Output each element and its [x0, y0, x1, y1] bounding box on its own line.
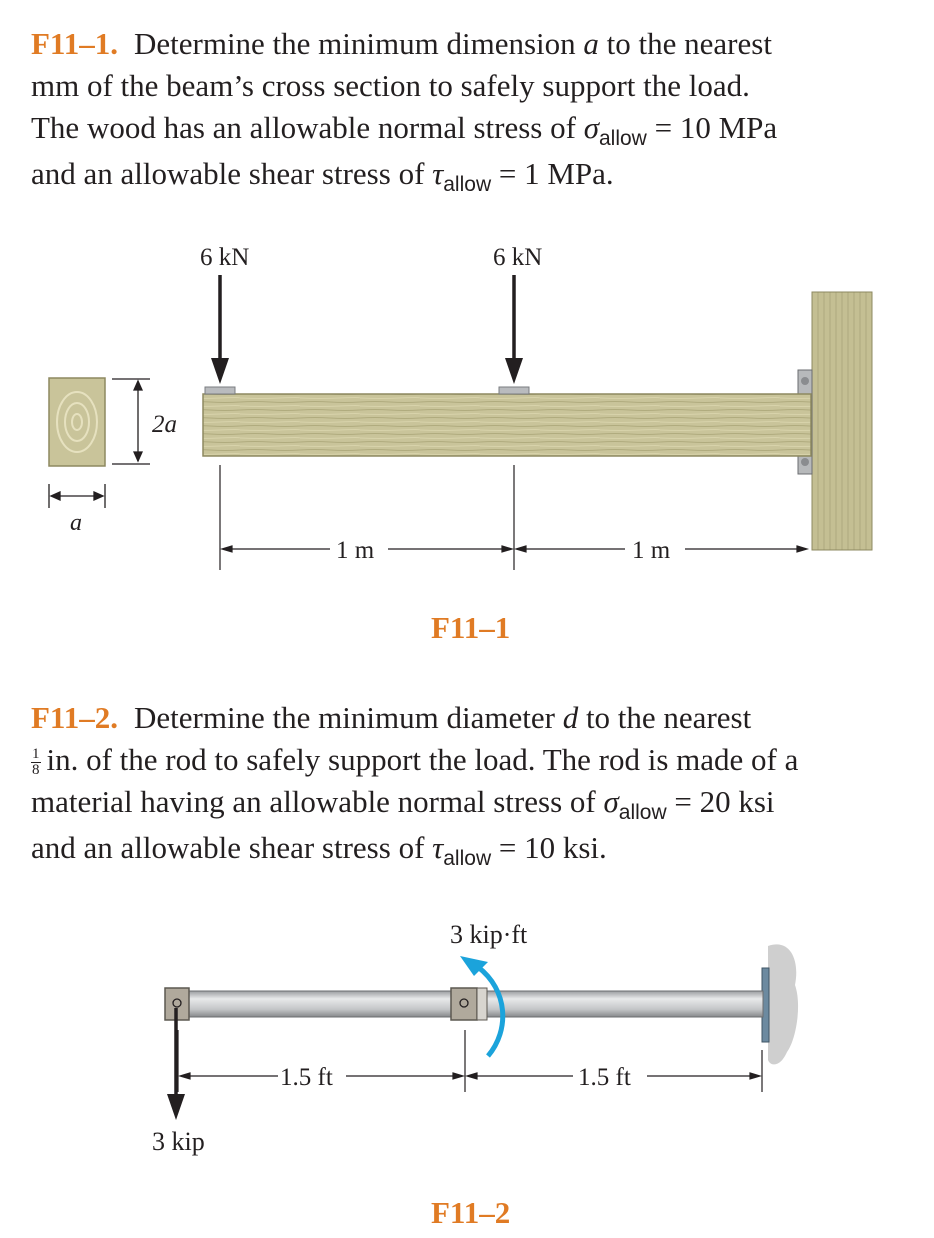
problem-number: F11–2.	[31, 700, 118, 735]
force-label: 3 kip	[152, 1127, 205, 1156]
problem-f11-2-text: F11–2. Determine the minimum diameter d to the nearest $\frac{1}{8}$ in. of the rod to safely support the load. The rod is made of a material having an allowable normal stress of $\sigma_{allow} = 20$ ksi and an allowable shear stress of $\tau_{allow} = 10$ ksi.	[31, 700, 799, 870]
problem-number: F11–1.	[31, 26, 118, 61]
rod-dimension-lines	[178, 1030, 762, 1092]
span-label-2: 1 m	[632, 537, 671, 564]
width-label: a	[70, 510, 82, 536]
span-label-1: 1.5 ft	[280, 1064, 333, 1091]
figure-caption-f11-2: F11–2	[431, 1195, 511, 1230]
mid-collar	[451, 988, 487, 1020]
fixed-wall	[768, 944, 798, 1064]
load-label-2: 6 kN	[493, 244, 543, 271]
figure-caption-f11-1: F11–1	[431, 610, 511, 645]
fraction-one-eighth: $\frac{1}{8}$	[32, 746, 40, 779]
height-label: 2a	[152, 411, 177, 438]
force-arrow	[167, 1008, 185, 1120]
moment-label: 3 kip·ft	[450, 920, 528, 949]
span-label-2: 1.5 ft	[578, 1064, 631, 1091]
problem-f11-1-text: F11–1. Determine the minimum dimension a to the nearest mm of the beam’s cross section to safely support the load. The wood has an allowable normal stress of $\sigma_{allow} = 10$ MPa and an allowable shear stress of $\tau_{allow} = 1$ MPa.	[31, 26, 778, 196]
load-label-1: 6 kN	[200, 244, 250, 271]
span-label-1: 1 m	[336, 537, 375, 564]
